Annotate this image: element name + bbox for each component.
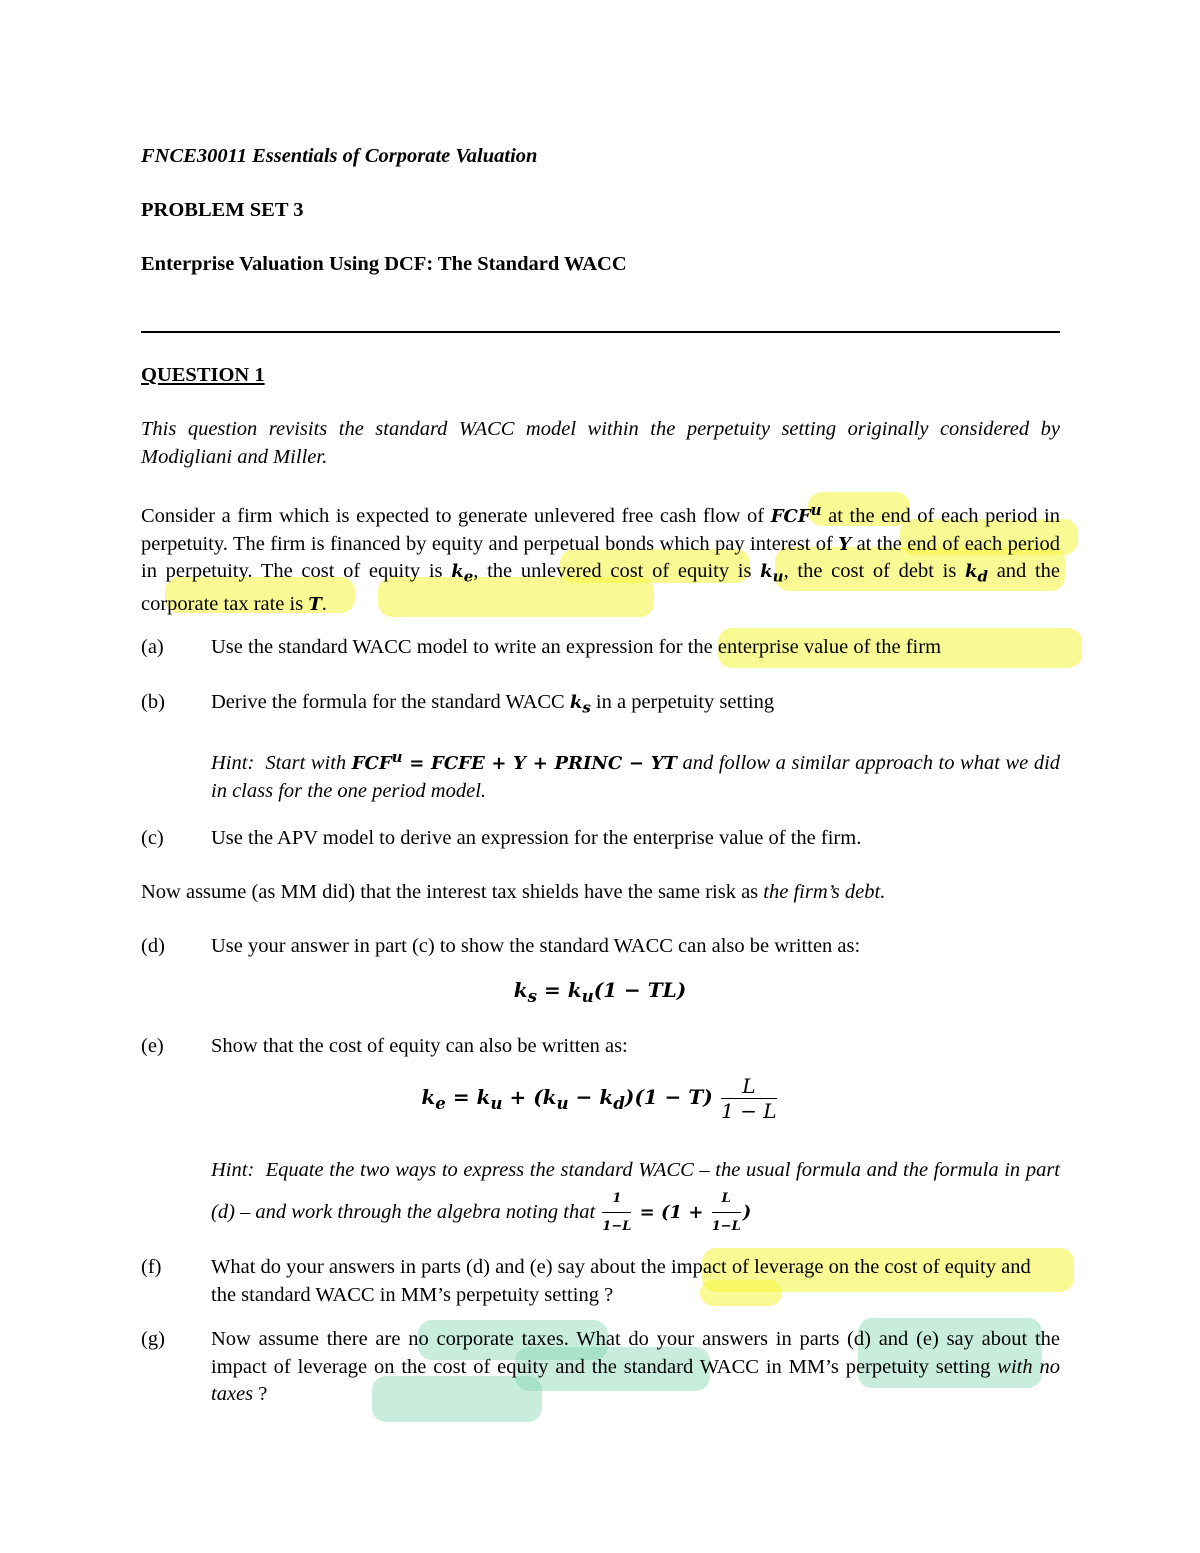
- kd-symbol: $k_d$: [965, 561, 988, 586]
- part-b-label: (b): [141, 691, 165, 713]
- part-g-label: (g): [141, 1328, 165, 1350]
- equation-cost-of-equity: $k_e = k_u + (k_u - k_d)(1 - T)$ $\frac{L}{1 - L}$: [421, 1074, 777, 1123]
- part-e-label: (e): [141, 1035, 164, 1057]
- part-f-label: (f): [141, 1256, 162, 1278]
- question-intro: This question revisits the standard WACC model within the perpetuity setting originally considered by Modigliani and Miller.: [141, 418, 1060, 468]
- course-title: FNCE30011 Essentials of Corporate Valuation: [141, 145, 538, 167]
- horizontal-rule: [141, 331, 1060, 333]
- part-a-label: (a): [141, 636, 164, 658]
- ks-symbol: $k_s$: [569, 692, 591, 717]
- setup-text-7: and the corporate tax rate is: [141, 560, 1061, 616]
- part-d-text: Use your answer in part (c) to show the standard WACC can also be written as:: [211, 935, 861, 957]
- part-c-label: (c): [141, 827, 164, 849]
- setup-text-5: , the: [783, 560, 823, 582]
- part-c-text: Use the APV model to derive an expression for the enterprise value of the firm.: [211, 827, 862, 849]
- setup-text-3: at the end of each period in perpetuity. The cost of equity is: [141, 532, 1061, 582]
- ke-symbol: $k_e$: [451, 561, 474, 586]
- part-b-hint: Hint: Start with $FCF^u$ = FCFE + Y + PRINC − YT and follow a similar approach to what we did in class for the one period model.: [211, 748, 1061, 802]
- hint-equation: $FCF^u$ = FCFE + Y + PRINC − YT: [351, 748, 677, 774]
- part-g-text: Now assume there are no corporate taxes. What do your answers in parts (d) and (e) say about the impact of leverage on the cost of equity and the standard WACC in MM’s perpetuity setting with no taxes ?: [211, 1328, 1060, 1405]
- setup-text-1: Consider a firm which is expected to generate unlevered free cash flow of: [141, 505, 765, 527]
- equation-standard-wacc: $k_s = k_u(1 - TL)$: [513, 978, 687, 1006]
- hint-identity: $\frac{1}{1-L}$ = (1 + $\frac{L}{1-L}$ ): [600, 1202, 751, 1223]
- question-heading: QUESTION 1: [141, 364, 265, 386]
- setup-text-2: at the end of each period in perpetuity. The firm is financed by equity and perpetual bonds which pay interest of: [141, 505, 1060, 555]
- now-assume-paragraph: Now assume (as MM did) that the interest tax shields have the same risk as the firm’s debt.: [141, 881, 886, 903]
- hint-label: Hint:: [211, 752, 255, 774]
- part-f-text: What do your answers in parts (d) and (e) say about the impact of leverage on the cost of equity and the standard WACC in MM’s perpetuity setting ?: [211, 1256, 1031, 1306]
- part-b: [141, 689, 1060, 809]
- setup-text-6: cost of debt is: [831, 560, 957, 582]
- t-symbol: T: [308, 594, 322, 616]
- document-subtitle: Enterprise Valuation Using DCF: The Standard WACC: [141, 253, 627, 275]
- leverage-fraction: $\frac{L}{1 - L}$: [721, 1074, 777, 1123]
- hint-label: Hint:: [211, 1159, 255, 1181]
- part-d-label: (d): [141, 935, 165, 957]
- part-e-text: Show that the cost of equity can also be written as:: [211, 1035, 628, 1057]
- fcf-symbol: FCF$^u$: [770, 501, 822, 527]
- part-e-hint: Hint: Equate the two ways to express the standard WACC – the usual formula and the formula in part (d) – and work through the algebra noting that $\frac{1}{1-L}$ = (1 + $\frac{L}{1-L}$ ): [211, 1159, 1060, 1234]
- part-b-text: Derive the formula for the standard WACC $k_s$ in a perpetuity setting: [211, 691, 775, 717]
- setup-text-4: , the unlevered cost of equity is: [473, 560, 752, 582]
- ku-symbol: $k_u$: [760, 561, 784, 586]
- question-setup: [141, 497, 1060, 619]
- part-a-text: Use the standard WACC model to write an expression for the enterprise value of the firm: [211, 636, 942, 658]
- problem-set-title: PROBLEM SET 3: [141, 199, 304, 221]
- y-symbol: Y: [838, 533, 852, 555]
- setup-period: .: [321, 593, 327, 616]
